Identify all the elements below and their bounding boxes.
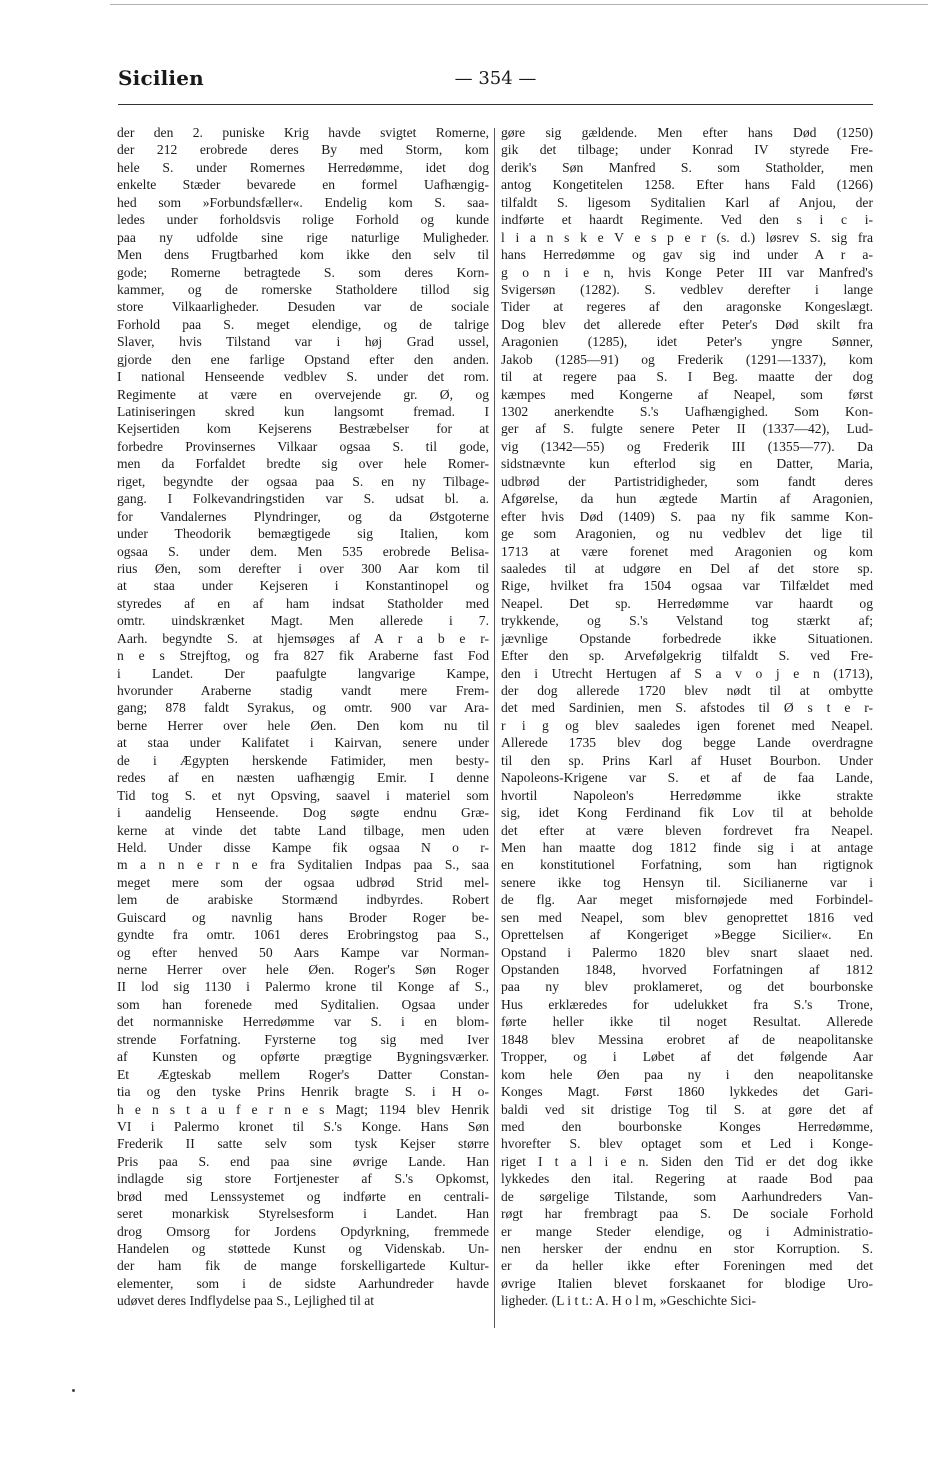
text-line: drog Omsorg for Jordens Opdyrkning, fremmede: [117, 1223, 489, 1239]
text-line: der den 2. puniske Krig havde svigtet Romerne,: [117, 125, 489, 140]
text-line: jævnlige Opstande forbedrede ikke Situationen.: [501, 630, 873, 646]
text-line: de i Ægypten herskende Fatimider, men besty-: [117, 752, 489, 768]
text-line: omtr. uindskrænket Magt. Men allerede i 7.: [117, 613, 489, 629]
text-line: kom hele Øen paa ny i den neapolitanske: [501, 1066, 873, 1082]
text-line: røgt har frembragt paa S. De sociale Forhold: [501, 1206, 873, 1222]
text-line: gøre sig gældende. Men efter hans Død (1250): [501, 125, 873, 140]
text-line: Tropper, og i Løbet af det følgende Aar: [501, 1049, 873, 1065]
text-line: hele S. under Romernes Herredømme, idet dog: [117, 159, 489, 175]
text-line: redes af en næsten uafhængig Emir. I denne: [117, 770, 489, 786]
text-line: n e s Strejftog, og fra 827 fik Araberne fast Fod: [117, 648, 489, 664]
text-line: Jakob (1285—91) og Frederik (1291—1337), kom: [501, 351, 873, 367]
column-divider: [494, 128, 495, 1328]
text-line: Forhold paa S. meget elendige, og de talrige: [117, 316, 489, 332]
text-line: vig (1342—55) og Frederik III (1355—77). Da: [501, 438, 873, 454]
text-line: Kejsertiden kom Kejserens Bestræbelser for at: [117, 421, 489, 437]
text-line: trykkende, og S.'s Velstand tog stærkt af;: [501, 613, 873, 629]
text-line: hvortil Napoleon's Herredømme ikke strakte: [501, 787, 873, 803]
text-line: 1848 blev Messina erobret af de neapolitanske: [501, 1031, 873, 1047]
text-line: til at regere paa S. I Beg. maatte der dog: [501, 369, 873, 385]
text-line: derik's Søn Manfred S. som Statholder, men: [501, 159, 873, 175]
text-line: de sørgelige Tilstande, som Aarhundreders Van-: [501, 1188, 873, 1204]
text-line: Neapel. Det sp. Herredømme var haardt og: [501, 595, 873, 611]
text-line: VI i Palermo kronet til S.'s Konge. Hans Søn: [117, 1118, 489, 1134]
text-line: kæmpes med Kongerne af Neapel, som først: [501, 386, 873, 402]
text-line: de flg. Aar meget misfornøjede med Forbindel-: [501, 892, 873, 908]
text-line: for Vandalernes Plyndringer, og da Østgoterne: [117, 508, 489, 524]
text-line: Napoleons-Krigene var S. et af de faa Lande,: [501, 770, 873, 786]
text-line: store Vilkaarligheder. Desuden var de sociale: [117, 299, 489, 315]
text-line: sidstnævnte kun efterlod sig en Datter, Maria,: [501, 456, 873, 472]
text-line: det normanniske Herredømme var S. i en blom-: [117, 1014, 489, 1030]
page-header: [118, 60, 873, 100]
text-line: Hus erklæredes for udelukket fra S.'s Trone,: [501, 996, 873, 1012]
text-line: II lod sig 1130 i Palermo krone til Konge af S.,: [117, 979, 489, 995]
text-line: kerne at vinde det tabte Land tilbage, men uden: [117, 822, 489, 838]
text-line: brød med Lenssystemet og indførte en centrali-: [117, 1188, 489, 1204]
print-speck: [72, 1389, 75, 1392]
text-line: øvrige Italien blevet forskaanet for blodige Uro-: [501, 1275, 873, 1291]
text-line: nen hersker der endnu en stor Korruption. S.: [501, 1241, 873, 1256]
text-line: ogsaa S. under dem. Men 535 erobrede Belisa-: [117, 543, 489, 559]
text-line: ligheder. (L i t t.: A. H o l m, »Geschichte Sici-: [501, 1293, 757, 1309]
text-line: Held. Under disse Kampe fik ogsaa N o r-: [117, 839, 489, 855]
text-line: 1302 anerkendte S.'s Uafhængighed. Som Kon-: [501, 404, 873, 419]
text-line: Frederik II satte selv som tysk Kejser større: [117, 1136, 489, 1152]
text-line: Tider at regeres af den aragonske Kongeslægt.: [501, 299, 873, 315]
text-line: en konstitutionel Forfatning, som han rigtignok: [501, 857, 873, 873]
text-line: elementer, som i de sidste Aarhundreder havde: [117, 1275, 489, 1291]
text-line: kammer, og de romerske Statholdere tillod sig: [117, 281, 489, 297]
text-line: udøvet deres Indflydelse paa S., Lejlighed til at: [117, 1293, 375, 1309]
text-line: meget mere som der ogsaa udbrød Strid mel-: [117, 874, 489, 890]
text-line: efter hvis Død (1409) S. paa ny fik samme Kon-: [501, 508, 873, 524]
text-line: l i a n s k e V e s p e r (s. d.) løsrev S. sig fra: [501, 229, 873, 245]
text-line: er mange Steder elendige, og i Administratio-: [501, 1223, 873, 1239]
text-line: Afgørelse, da hun ægtede Martin af Aragonien,: [501, 491, 873, 507]
text-line: tia og den tyske Prins Henrik bragte S. i H o-: [117, 1084, 489, 1100]
text-line: det med Sardinien, men S. afstodes til Ø s t e r-: [501, 700, 873, 716]
text-line: Svigersøn (1282). S. vedblev derefter i lange: [501, 281, 873, 297]
text-line: Men dens Frugtbarhed kom ikke den selv til: [117, 247, 489, 263]
text-line: nerne Herrer over hele Øen. Roger's Søn Roger: [117, 962, 489, 977]
text-line: Opstand i Palermo 1820 blev snart slaaet ned.: [501, 944, 873, 960]
right-text-column: [501, 124, 873, 1310]
text-line: lykkedes den ital. Regering at raade Bod paa: [501, 1171, 873, 1187]
text-line: indførte et haardt Regimente. Ved den s i c i-: [501, 212, 873, 228]
text-line: berne Herrer over hele Øen. Den kom nu til: [117, 717, 489, 733]
text-line: ledes under forholdsvis rolige Forhold og kunde: [117, 212, 489, 228]
text-line: riget I t a l i e n. Siden den Tid er det dog ikke: [501, 1153, 873, 1169]
text-line: g o n i e n, hvis Konge Peter III var Manfred's: [501, 264, 873, 280]
text-line: udbrød der Partistridigheder, som fandt deres: [501, 473, 873, 489]
text-line: r i g og blev saaledes igen forenet med Neapel.: [501, 717, 873, 733]
text-line: h e n s t a u f e r n e s Magt; 1194 blev Henrik: [117, 1101, 489, 1117]
text-line: hed som »Forbundsfæller«. Endelig kom S. saa-: [117, 194, 489, 210]
text-line: gyndte fra omtr. 1061 deres Erobringstog paa S.,: [117, 927, 489, 943]
text-line: Rige, hvilket fra 1504 ogsaa var Tilfældet med: [501, 578, 873, 594]
text-line: 1713 at være forenet med Aragonien og kom: [501, 543, 873, 559]
text-line: der ham fik de mange forskelligartede Kultur-: [117, 1258, 489, 1274]
text-line: tilfaldt S. ligesom Syditalien Karl af Anjou, der: [501, 194, 873, 210]
text-line: rius Øen, som derefter i over 300 Aar kom til: [117, 560, 489, 576]
text-line: der dog allerede 1720 blev nødt til at ombytte: [501, 683, 873, 698]
text-line: hans Herredømme og gav sig ind under A r a-: [501, 247, 873, 263]
text-line: antog Kongetitelen 1258. Efter hans Fald (1266): [501, 177, 873, 193]
text-line: Konges Magt. Først 1860 lykkedes det Gari-: [501, 1084, 873, 1100]
text-line: Et Ægteskab mellem Roger's Datter Constan-: [117, 1066, 489, 1082]
text-line: til den sp. Prins Karl af Huset Bourbon. Under: [501, 752, 873, 768]
text-line: som han forenede med Syditalien. Ogsaa under: [117, 996, 489, 1012]
text-line: paa ny blev proklameret, og det bourbonske: [501, 979, 873, 995]
text-line: gik det tilbage; under Konrad IV styrede Fre-: [501, 142, 873, 158]
text-line: lem de arabiske Stormænd indbyrdes. Robert: [117, 892, 489, 908]
text-line: Allerede 1735 blev dog begge Lande overdragne: [501, 735, 873, 751]
text-line: styredes af en af ham indsat Statholder med: [117, 595, 489, 611]
text-line: og efter henved 50 Aars Kampe var Norman-: [117, 944, 489, 960]
text-line: enkelte Stæder bevarede en formel Uafhængig-: [117, 177, 489, 193]
text-line: forbedre Provinsernes Vilkaar ogsaa S. til gode,: [117, 438, 489, 454]
text-line: af Kunsten og opførte prægtige Bygningsværker.: [117, 1049, 489, 1065]
text-line: gang. I Folkevandringstiden var S. udsat bl. a.: [117, 491, 489, 507]
page-number: — 354 —: [454, 68, 537, 89]
text-line: det efter at være bleven fordrevet fra Neapel.: [501, 822, 873, 838]
text-line: Tid tog S. et nyt Opsving, saavel i materiel som: [117, 787, 489, 803]
text-line: under Theodorik bemægtigede sig Italien, kom: [117, 526, 489, 542]
text-line: Aarh. begyndte S. at hjemsøges af A r a b e r-: [117, 630, 489, 646]
text-line: men da Forfaldet bredte sig over hele Romer-: [117, 456, 489, 472]
text-line: hvorunder Araberne stadig vandt mere Frem-: [117, 683, 489, 698]
text-line: Aragonien (1285), idet Peter's yngre Sønner,: [501, 334, 873, 350]
text-line: ger af S. fulgte senere Peter II (1337—42), Lud-: [501, 421, 873, 437]
text-line: med den bourbonske Konges Herredømme,: [501, 1118, 873, 1134]
text-line: Slaver, hvis Tilstand var i høj Grad ussel,: [117, 334, 489, 350]
text-line: hvorefter S. blev optaget som et Led i Konge-: [501, 1136, 873, 1152]
text-line: strende Forfatning. Fyrsterne tog sig med Iver: [117, 1031, 489, 1047]
header-rule: [118, 104, 873, 105]
text-line: senere ikke tog Hensyn til. Sicilianerne var i: [501, 874, 873, 890]
text-line: baldi ved sit dristige Tog til S. at gøre det af: [501, 1101, 873, 1117]
text-line: I national Henseende vedblev S. under det rom.: [117, 369, 489, 385]
text-line: den i Utrecht Hertugen af S a v o j e n (1713),: [501, 665, 873, 681]
text-line: Efter den sp. Arvefølgekrig tilfaldt S. ved Fre-: [501, 648, 873, 664]
text-line: i Landet. Der paafulgte langvarige Kampe,: [117, 665, 489, 681]
text-line: gang; 878 faldt Syrakus, og omtr. 900 var Ara-: [117, 700, 489, 716]
text-line: Pris paa S. end paa sine øvrige Lande. Han: [117, 1153, 489, 1169]
text-line: Opstanden 1848, hvorved Forfatningen af 1812: [501, 962, 873, 977]
text-line: paa ny udfolde sine rige naturlige Muligheder.: [117, 229, 489, 245]
text-line: der 212 erobrede deres By med Storm, kom: [117, 142, 489, 158]
text-line: Oprettelsen af Kongeriget »Begge Sicilier«. En: [501, 927, 873, 943]
text-line: at staa under Kalifatet i Kairvan, senere under: [117, 735, 489, 751]
text-line: Latiniseringen skred kun langsomt fremad. I: [117, 404, 489, 419]
text-line: sen med Neapel, som blev genoprettet 1816 ved: [501, 909, 873, 925]
text-line: førte heller ikke til noget Resultat. Allerede: [501, 1014, 873, 1030]
text-line: ge som Aragonien, og nu vedblev det lige til: [501, 526, 873, 542]
text-line: riget, begyndte der ogsaa paa S. en ny Tilbage-: [117, 473, 489, 489]
text-line: Regimente at være en overvejende gr. Ø, og: [117, 386, 489, 402]
text-line: Men han maatte dog 1812 finde sig i at antage: [501, 839, 873, 855]
text-line: gjorde den ene farlige Opstand efter den anden.: [117, 351, 489, 367]
running-title: Sicilien: [118, 66, 204, 90]
text-line: m a n n e r n e fra Syditalien Indpas paa S., saa: [117, 857, 489, 873]
text-line: Guiscard og navnlig hans Broder Roger be-: [117, 909, 489, 925]
text-line: saaledes til at udgøre en Del af det store sp.: [501, 560, 873, 576]
left-text-column: [117, 124, 489, 1310]
text-line: sig, idet Kong Ferdinand fik Lov til at beholde: [501, 805, 873, 821]
text-line: er da heller ikke efter Foreningen med det: [501, 1258, 873, 1274]
text-line: i aandelig Henseende. Dog søgte endnu Græ-: [117, 805, 489, 821]
text-line: Handelen og støttede Kunst og Videnskab. Un-: [117, 1241, 489, 1256]
text-line: seret monarkisk Styrelsesform i Landet. Han: [117, 1206, 489, 1222]
text-line: Dog blev det allerede efter Peter's Død skilt fra: [501, 316, 873, 332]
text-line: at staa under Kejseren i Konstantinopel og: [117, 578, 489, 594]
text-line: indlagde sig store Fortjenester af S.'s Opkomst,: [117, 1171, 489, 1187]
top-edge-rule: [110, 4, 928, 5]
text-line: gode; Romerne betragtede S. som deres Korn-: [117, 264, 489, 280]
